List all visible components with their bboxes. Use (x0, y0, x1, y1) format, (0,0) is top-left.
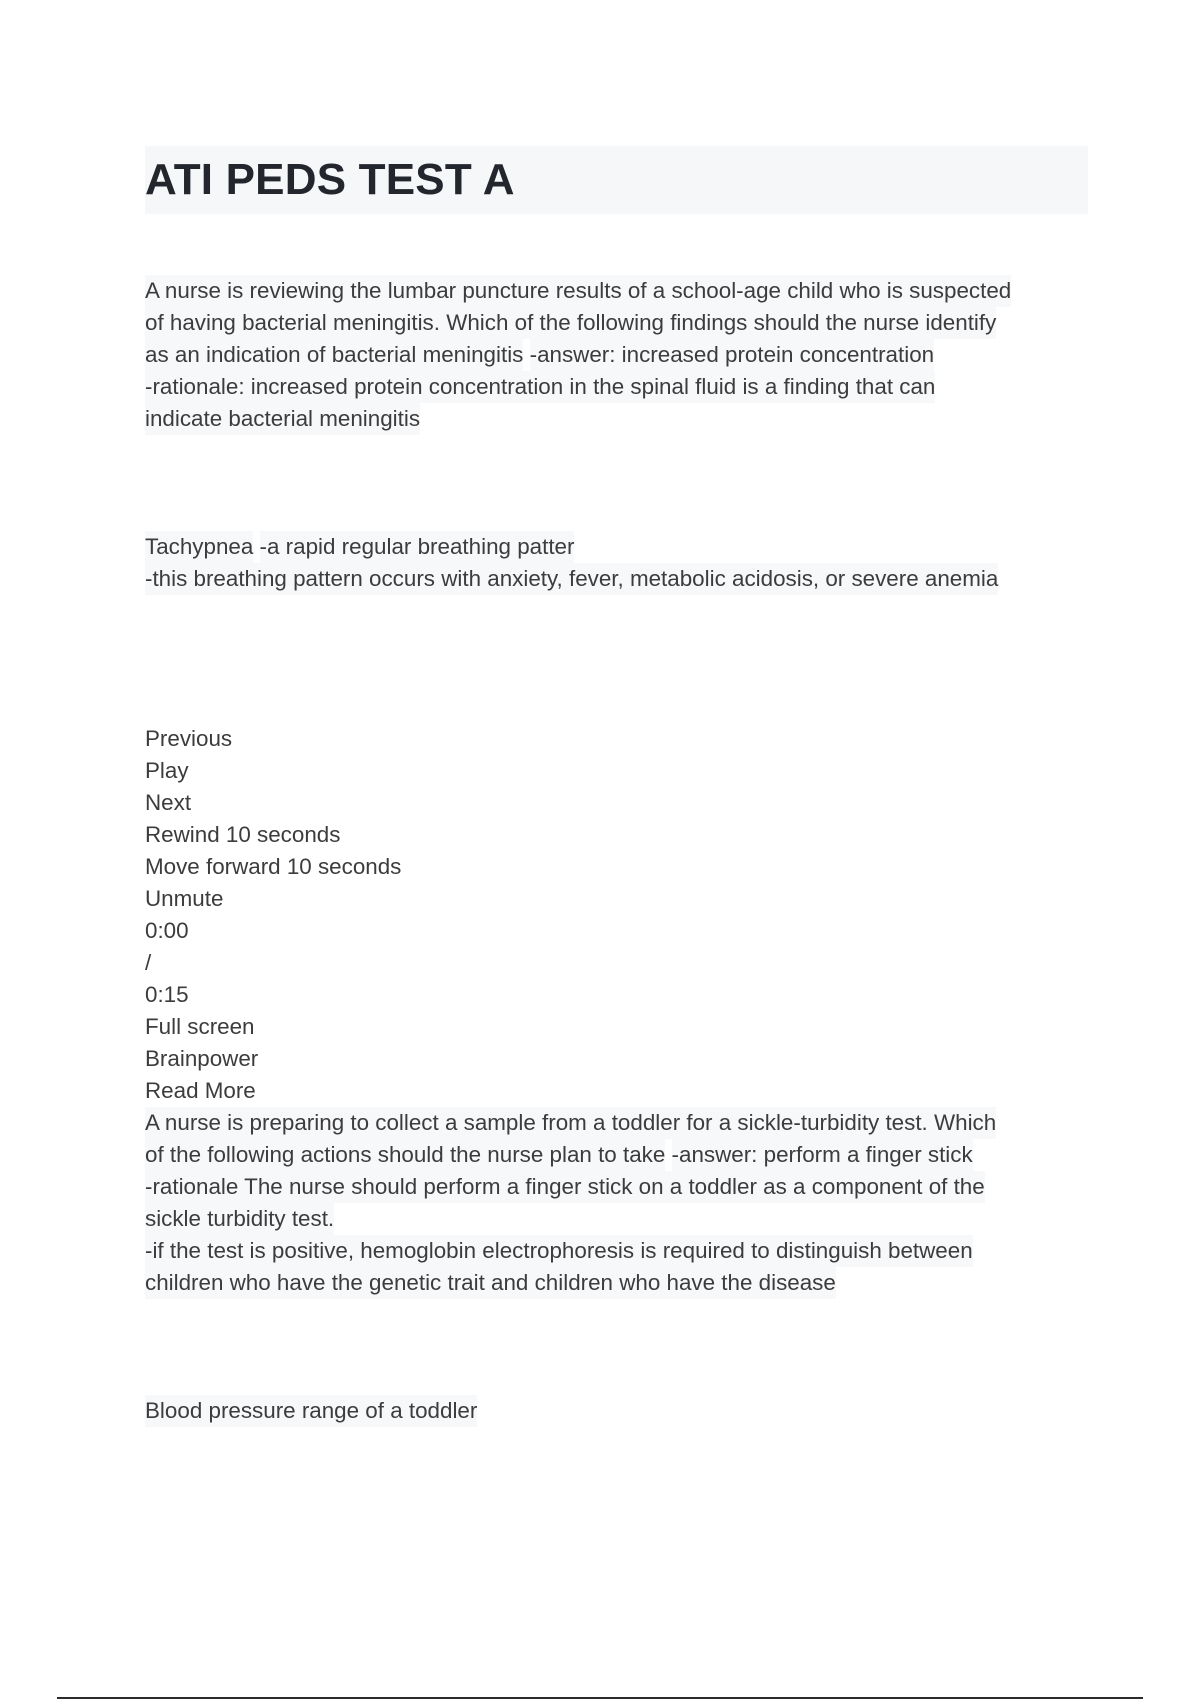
brand-label: Brainpower (145, 1046, 259, 1071)
forward-button[interactable]: Move forward 10 seconds (145, 854, 402, 879)
card-definition-line: -a rapid regular breathing patter (260, 531, 575, 563)
card-rationale-line: -rationale: increased protein concentration in the spinal fluid is a finding that can (145, 371, 935, 403)
duration: 0:15 (145, 982, 189, 1007)
card-rationale-line: -if the test is positive, hemoglobin electrophoresis is required to distinguish between (145, 1235, 973, 1267)
card-term: Blood pressure range of a toddler (145, 1395, 477, 1427)
card-rationale-line: sickle turbidity test. (145, 1203, 334, 1235)
card-text-line: of the following actions should the nurse plan to take (145, 1139, 665, 1171)
card-text-line: of having bacterial meningitis. Which of the following findings should the nurse identify (145, 307, 996, 339)
flashcard-tachypnea (145, 531, 1095, 595)
card-text-line: as an indication of bacterial meningitis (145, 339, 523, 371)
card-rationale-line: indicate bacterial meningitis (145, 403, 420, 435)
card-rationale-line: children who have the genetic trait and children who have the disease (145, 1267, 836, 1299)
unmute-button[interactable]: Unmute (145, 886, 224, 911)
next-button[interactable]: Next (145, 790, 192, 815)
read-more-link[interactable]: Read More (145, 1078, 256, 1103)
card-term: Tachypnea (145, 531, 253, 563)
play-button[interactable]: Play (145, 758, 189, 783)
rewind-button[interactable]: Rewind 10 seconds (145, 822, 341, 847)
card-answer-line: -answer: perform a finger stick (672, 1139, 973, 1171)
time-separator: / (145, 950, 152, 975)
video-player-text (145, 723, 1095, 1299)
document-title: ATI PEDS TEST A (145, 155, 515, 204)
card-text-line: A nurse is reviewing the lumbar puncture results of a school-age child who is suspected (145, 275, 1011, 307)
current-time: 0:00 (145, 918, 189, 943)
flashcard-blood-pressure (145, 1395, 1095, 1427)
card-text-line: A nurse is preparing to collect a sample from a toddler for a sickle-turbidity test. Which (145, 1107, 996, 1139)
card-rationale-line: -rationale The nurse should perform a finger stick on a toddler as a component of the (145, 1171, 985, 1203)
footer-divider (57, 1697, 1143, 1699)
card-answer-line: -answer: increased protein concentration (530, 339, 935, 371)
previous-button[interactable]: Previous (145, 726, 233, 751)
card-definition-line: -this breathing pattern occurs with anxiety, fever, metabolic acidosis, or severe anemia (145, 563, 998, 595)
fullscreen-button[interactable]: Full screen (145, 1014, 255, 1039)
flashcard-lumbar-puncture (145, 275, 1095, 435)
